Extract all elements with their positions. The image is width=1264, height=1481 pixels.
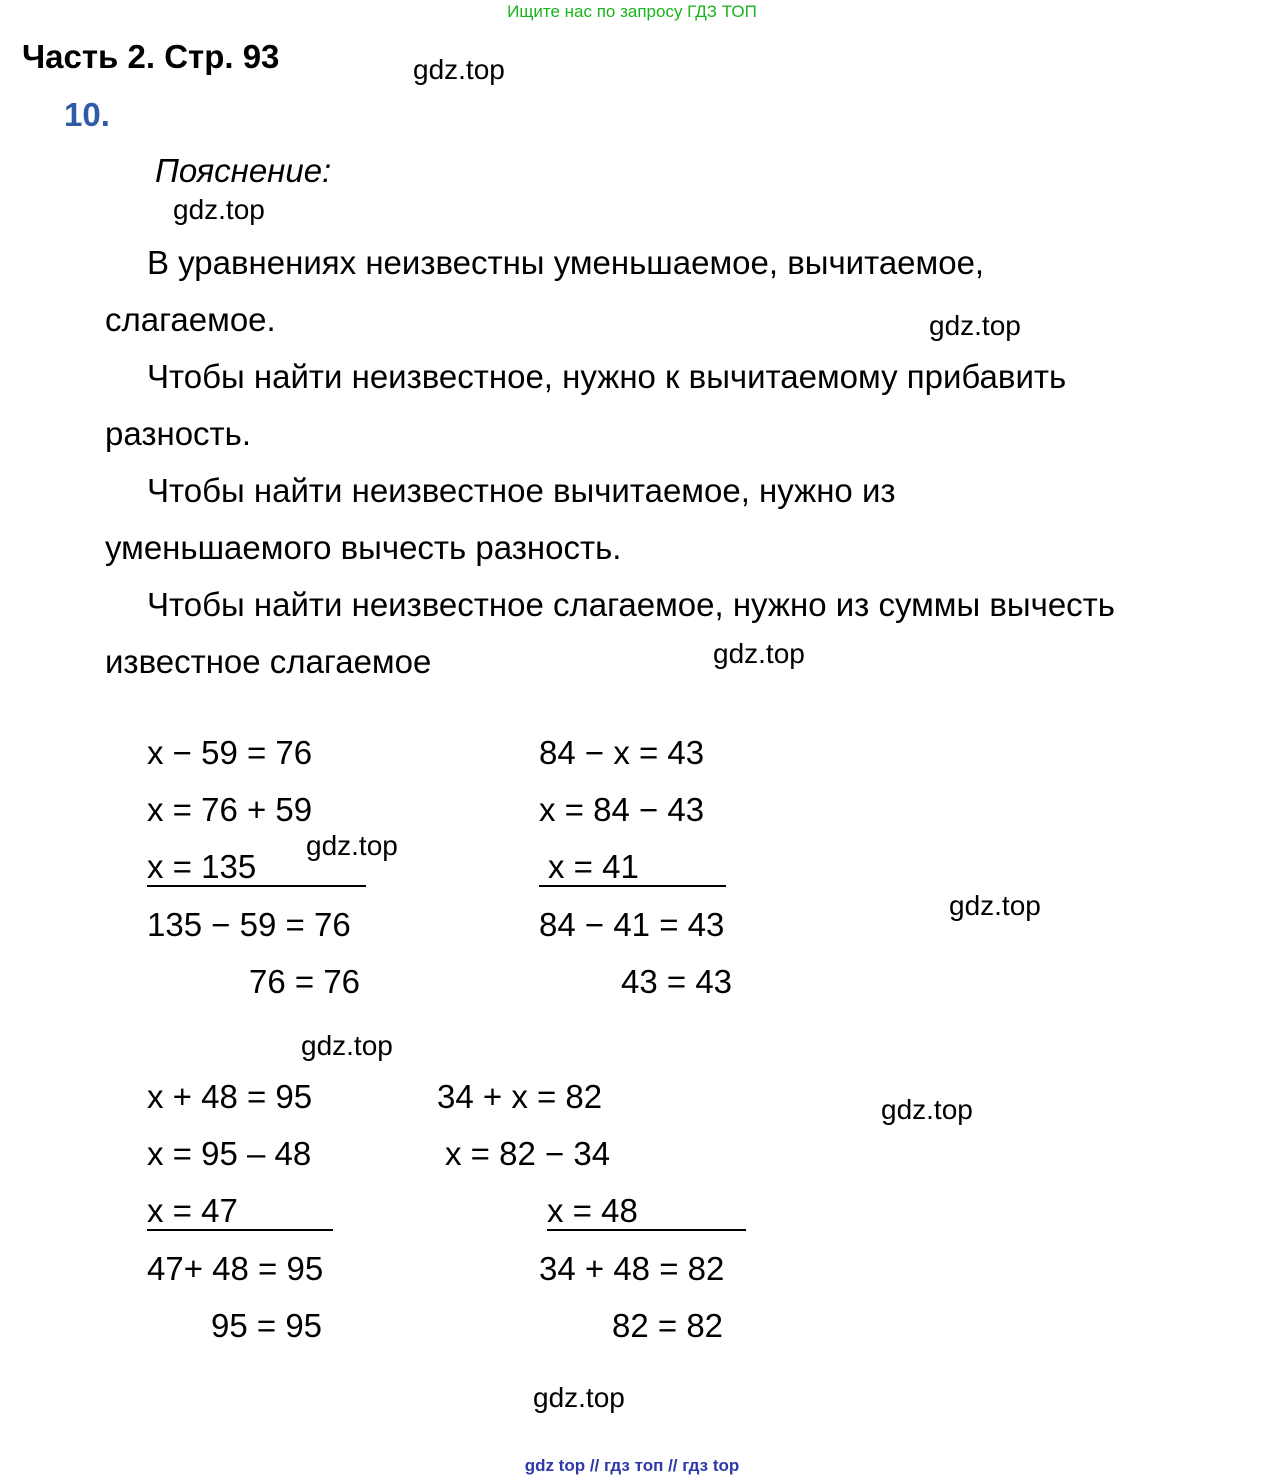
equation-check: 95 = 95 (211, 1307, 323, 1344)
equation-line: x = 82 − 34 (445, 1135, 611, 1172)
explanation-line: Чтобы найти неизвестное, нужно к вычитаемому прибавить (147, 358, 1067, 395)
explanation-line: разность. (105, 415, 252, 452)
equation-check: 84 − 41 = 43 (539, 906, 725, 943)
equation-line: 84 − x = 43 (539, 734, 705, 771)
top-search-link[interactable]: Ищите нас по запросу ГДЗ ТОП (507, 2, 757, 21)
footer-links[interactable]: gdz top // гдз топ // гдз top (524, 1456, 740, 1475)
watermark: gdz.top (713, 638, 805, 669)
answer-underline: x = 41 (539, 850, 726, 887)
task-number: 10. (64, 96, 110, 133)
equation-line: x − 59 = 76 (147, 734, 313, 771)
equation-answer (547, 1192, 746, 1231)
watermark: gdz.top (306, 830, 398, 861)
explanation-line: Чтобы найти неизвестное вычитаемое, нужно из (147, 472, 896, 509)
explanation-title: Пояснение: (155, 152, 332, 189)
explanation-line: В уравнениях неизвестны уменьшаемое, вычитаемое, (147, 244, 985, 281)
equation-line: x = 76 + 59 (147, 791, 313, 828)
explanation-line: известное слагаемое (105, 643, 432, 680)
equation-answer (147, 1192, 333, 1231)
watermark: gdz.top (413, 54, 505, 85)
watermark: gdz.top (881, 1094, 973, 1125)
answer-underline: x = 135 (147, 850, 366, 887)
equation-check: 34 + 48 = 82 (539, 1250, 725, 1287)
equation-line: x = 84 − 43 (539, 791, 705, 828)
equation-line: 34 + x = 82 (437, 1078, 603, 1115)
answer-underline: x = 48 (547, 1194, 746, 1231)
equation-answer (147, 848, 366, 887)
watermark: gdz.top (949, 890, 1041, 921)
equation-line: x = 95 – 48 (147, 1135, 312, 1172)
equation-check: 82 = 82 (612, 1307, 724, 1344)
watermark: gdz.top (173, 194, 265, 225)
watermark: gdz.top (929, 310, 1021, 341)
equation-answer (539, 848, 726, 887)
equation-check: 135 − 59 = 76 (147, 906, 351, 943)
answer-underline: x = 47 (147, 1194, 333, 1231)
explanation-line: уменьшаемого вычесть разность. (105, 529, 622, 566)
equation-check: 76 = 76 (249, 963, 361, 1000)
equation-check: 47+ 48 = 95 (147, 1250, 324, 1287)
explanation-line: Чтобы найти неизвестное слагаемое, нужно из суммы вычесть (147, 586, 1115, 623)
watermark: gdz.top (301, 1030, 393, 1061)
equation-line: x + 48 = 95 (147, 1078, 313, 1115)
explanation-line: слагаемое. (105, 301, 276, 338)
watermark: gdz.top (533, 1382, 625, 1413)
equation-check: 43 = 43 (621, 963, 733, 1000)
section-title: Часть 2. Стр. 93 (22, 38, 280, 75)
